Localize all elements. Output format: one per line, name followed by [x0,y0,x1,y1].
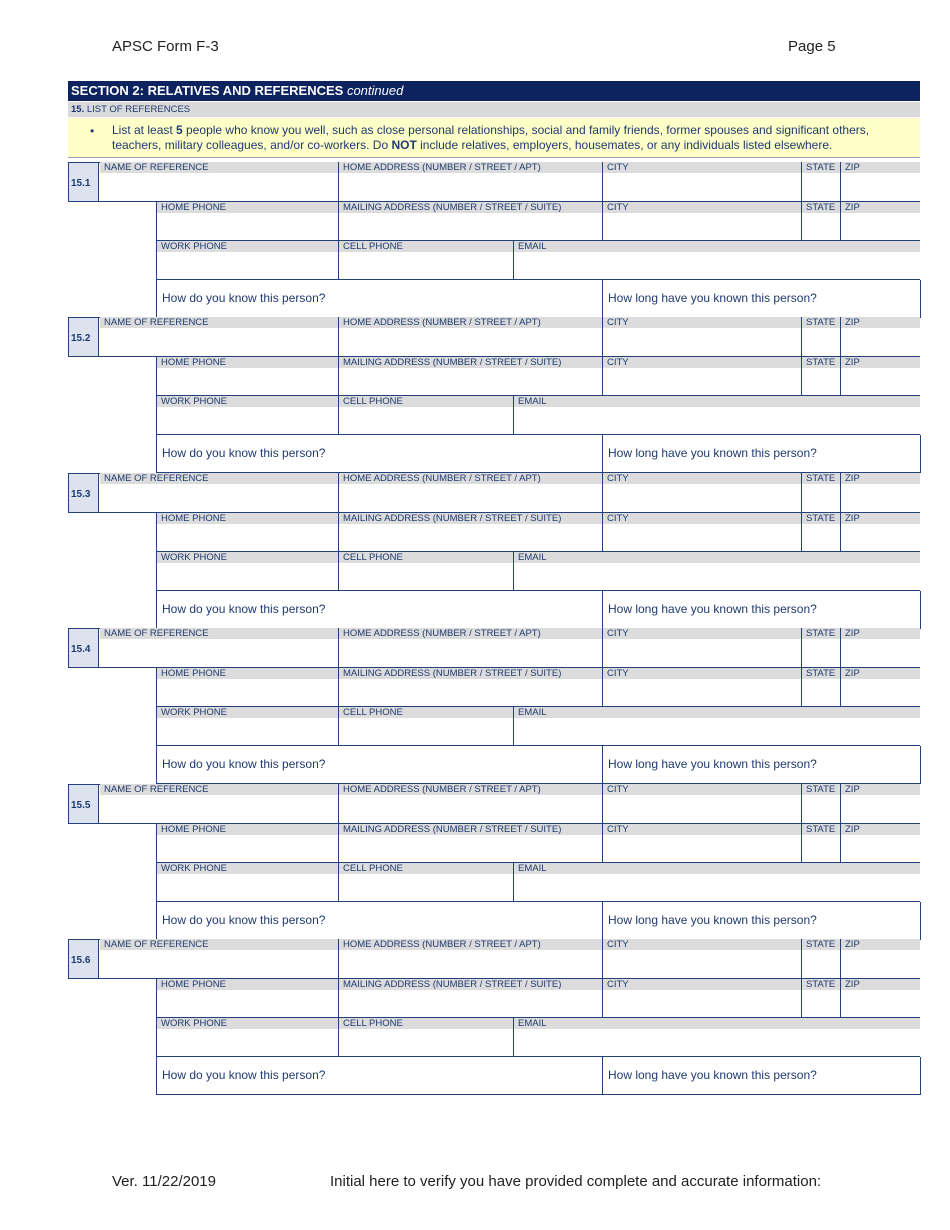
state-field[interactable] [802,950,840,978]
home-phone-field[interactable] [157,990,338,1017]
question-label-bar [68,102,920,117]
mailing-state-field[interactable] [802,213,840,240]
divider [920,746,921,783]
work-phone-label: WORK PHONE [157,707,338,718]
mailing-city-field[interactable] [603,213,801,240]
divider [840,979,841,1017]
name-label: NAME OF REFERENCE [100,317,338,328]
mailing-address-field[interactable] [339,213,602,240]
divider [338,162,339,202]
question-number: 15. [71,104,85,115]
zip-label: ZIP [841,473,920,484]
mailing-city-label: CITY [603,202,801,213]
divider [602,939,603,979]
how-know-label: How do you know this person? [162,1068,326,1082]
divider [801,784,802,824]
home-phone-label: HOME PHONE [157,357,338,368]
divider [801,317,802,357]
divider [338,824,339,862]
divider [602,513,603,551]
divider [801,473,802,513]
divider [338,473,339,513]
divider [602,162,603,202]
state-label: STATE [802,784,840,795]
cell-phone-label: CELL PHONE [339,1018,513,1029]
mailing-city-field[interactable] [603,835,801,862]
mailing-city-label: CITY [603,668,801,679]
home-phone-field[interactable] [157,835,338,862]
divider [840,824,841,862]
how-know-field[interactable] [157,902,602,939]
divider [338,552,339,590]
state-field[interactable] [802,328,840,356]
work-phone-label: WORK PHONE [157,863,338,874]
divider [801,628,802,668]
cell-phone-label: CELL PHONE [339,396,513,407]
state-field[interactable] [802,484,840,512]
instructions-text [112,123,912,153]
home-phone-field[interactable] [157,213,338,240]
mailing-zip-field[interactable] [841,368,920,395]
section-title: SECTION 2: RELATIVES AND REFERENCES [71,83,344,98]
how-long-field[interactable] [603,280,920,317]
divider [801,668,802,706]
mailing-address-field[interactable] [339,990,602,1017]
divider [513,552,514,590]
divider [920,280,921,317]
divider [801,513,802,551]
mailing-state-label: STATE [802,513,840,524]
divider [338,1018,339,1056]
city-field[interactable] [603,484,801,512]
divider [513,707,514,745]
divider [920,1057,921,1094]
divider [338,979,339,1017]
mailing-zip-field[interactable] [841,835,920,862]
home-address-field[interactable] [339,639,602,667]
work-phone-field[interactable] [157,252,338,279]
email-field[interactable] [514,874,920,901]
mailing-state-field[interactable] [802,679,840,706]
how-long-label: How long have you known this person? [608,913,817,927]
home-address-label: HOME ADDRESS (NUMBER / STREET / APT) [339,317,602,328]
city-field[interactable] [603,795,801,823]
reference-block [0,162,950,318]
divider [801,202,802,240]
divider [338,202,339,240]
home-address-field[interactable] [339,795,602,823]
divider [338,317,339,357]
how-long-field[interactable] [603,591,920,628]
mailing-state-label: STATE [802,202,840,213]
how-long-field[interactable] [603,746,920,783]
cell-phone-label: CELL PHONE [339,863,513,874]
home-address-label: HOME ADDRESS (NUMBER / STREET / APT) [339,473,602,484]
name-field[interactable] [100,639,338,667]
how-long-label: How long have you known this person? [608,1068,817,1082]
divider [338,241,339,279]
name-field[interactable] [100,795,338,823]
email-label: EMAIL [514,863,920,874]
zip-label: ZIP [841,162,920,173]
reference-block [0,939,950,1095]
zip-label: ZIP [841,317,920,328]
divider [840,317,841,357]
section-subtitle: continued [346,83,404,98]
work-phone-field[interactable] [157,718,338,745]
divider [801,357,802,395]
work-phone-label: WORK PHONE [157,552,338,563]
how-long-label: How long have you known this person? [608,602,817,616]
divider [840,357,841,395]
how-long-field[interactable] [603,1057,920,1094]
divider [338,513,339,551]
home-phone-label: HOME PHONE [157,513,338,524]
divider [602,668,603,706]
email-label: EMAIL [514,1018,920,1029]
mailing-state-label: STATE [802,824,840,835]
city-field[interactable] [603,639,801,667]
email-label: EMAIL [514,396,920,407]
name-field[interactable] [100,173,338,201]
mailing-address-field[interactable] [339,524,602,551]
divider [602,317,603,357]
how-long-label: How long have you known this person? [608,446,817,460]
zip-field[interactable] [841,173,920,201]
home-phone-label: HOME PHONE [157,202,338,213]
question-label: LIST OF REFERENCES [86,104,191,115]
zip-label: ZIP [841,939,920,950]
work-phone-field[interactable] [157,1029,338,1056]
mailing-zip-label: ZIP [841,824,920,835]
page-number: Page 5 [788,38,836,55]
mailing-address-label: MAILING ADDRESS (NUMBER / STREET / SUITE) [339,668,602,679]
mailing-address-label: MAILING ADDRESS (NUMBER / STREET / SUITE) [339,824,602,835]
reference-number: 15.3 [68,473,99,513]
divider [801,979,802,1017]
mailing-zip-field[interactable] [841,524,920,551]
name-label: NAME OF REFERENCE [100,162,338,173]
cell-phone-field[interactable] [339,563,513,590]
how-know-field[interactable] [157,1057,602,1094]
divider [920,591,921,628]
mailing-address-label: MAILING ADDRESS (NUMBER / STREET / SUITE) [339,513,602,524]
mailing-state-label: STATE [802,357,840,368]
home-address-field[interactable] [339,950,602,978]
instructions-part3: include relatives, employers, housemates, or any individuals listed elsewhere. [416,138,833,152]
reference-number: 15.2 [68,317,99,357]
mailing-zip-label: ZIP [841,668,920,679]
mailing-state-field[interactable] [802,990,840,1017]
state-field[interactable] [802,173,840,201]
mailing-city-label: CITY [603,979,801,990]
mailing-zip-field[interactable] [841,679,920,706]
divider [513,396,514,434]
cell-phone-field[interactable] [339,1029,513,1056]
mailing-zip-label: ZIP [841,979,920,990]
mailing-address-label: MAILING ADDRESS (NUMBER / STREET / SUITE) [339,202,602,213]
divider [602,784,603,824]
how-long-field[interactable] [603,435,920,472]
reference-block [0,473,950,629]
divider [840,473,841,513]
mailing-zip-label: ZIP [841,202,920,213]
divider [840,513,841,551]
name-label: NAME OF REFERENCE [100,939,338,950]
mailing-city-field[interactable] [603,524,801,551]
email-label: EMAIL [514,552,920,563]
mailing-address-field[interactable] [339,679,602,706]
how-know-label: How do you know this person? [162,757,326,771]
divider [920,902,921,939]
home-phone-label: HOME PHONE [157,668,338,679]
home-phone-label: HOME PHONE [157,979,338,990]
divider [801,939,802,979]
cell-phone-field[interactable] [339,252,513,279]
divider [801,162,802,202]
name-label: NAME OF REFERENCE [100,784,338,795]
mailing-address-label: MAILING ADDRESS (NUMBER / STREET / SUITE) [339,979,602,990]
state-label: STATE [802,628,840,639]
mailing-state-field[interactable] [802,524,840,551]
state-field[interactable] [802,639,840,667]
name-field[interactable] [100,484,338,512]
cell-phone-label: CELL PHONE [339,707,513,718]
divider [338,357,339,395]
name-field[interactable] [100,328,338,356]
city-field[interactable] [603,328,801,356]
home-address-label: HOME ADDRESS (NUMBER / STREET / APT) [339,162,602,173]
instructions-part2: people who know you well, such as close personal relationships, social and family friends, former spouses and significant others, teachers, military colleagues, and/or co-workers. Do [112,123,870,152]
mailing-state-field[interactable] [802,835,840,862]
home-phone-field[interactable] [157,524,338,551]
city-field[interactable] [603,950,801,978]
how-know-label: How do you know this person? [162,602,326,616]
how-long-label: How long have you known this person? [608,757,817,771]
divider [840,162,841,202]
divider [602,357,603,395]
how-know-label: How do you know this person? [162,446,326,460]
divider [338,939,339,979]
work-phone-label: WORK PHONE [157,241,338,252]
city-label: CITY [603,628,801,639]
city-label: CITY [603,784,801,795]
instructions-box [68,118,920,158]
home-phone-field[interactable] [157,679,338,706]
divider [513,241,514,279]
divider [801,824,802,862]
reference-number: 15.4 [68,628,99,668]
home-address-field[interactable] [339,484,602,512]
mailing-address-field[interactable] [339,835,602,862]
state-field[interactable] [802,795,840,823]
state-label: STATE [802,162,840,173]
home-phone-field[interactable] [157,368,338,395]
zip-field[interactable] [841,795,920,823]
home-address-field[interactable] [339,173,602,201]
section-title-bar [68,81,920,101]
divider [338,628,339,668]
divider [602,979,603,1017]
city-field[interactable] [603,173,801,201]
divider [338,863,339,901]
divider [338,668,339,706]
zip-label: ZIP [841,628,920,639]
divider [338,784,339,824]
reference-block [0,628,950,784]
zip-field[interactable] [841,484,920,512]
mailing-zip-field[interactable] [841,213,920,240]
divider [602,473,603,513]
email-label: EMAIL [514,707,920,718]
mailing-city-label: CITY [603,513,801,524]
work-phone-field[interactable] [157,563,338,590]
reference-number: 15.6 [68,939,99,979]
cell-phone-label: CELL PHONE [339,552,513,563]
home-address-label: HOME ADDRESS (NUMBER / STREET / APT) [339,939,602,950]
zip-field[interactable] [841,328,920,356]
email-field[interactable] [514,718,920,745]
instructions-count: 5 [176,123,183,137]
state-label: STATE [802,317,840,328]
work-phone-label: WORK PHONE [157,1018,338,1029]
how-long-field[interactable] [603,902,920,939]
how-know-field[interactable] [157,280,602,317]
home-phone-label: HOME PHONE [157,824,338,835]
mailing-city-label: CITY [603,824,801,835]
mailing-address-label: MAILING ADDRESS (NUMBER / STREET / SUITE) [339,357,602,368]
zip-field[interactable] [841,639,920,667]
work-phone-field[interactable] [157,407,338,434]
mailing-city-label: CITY [603,357,801,368]
divider [840,202,841,240]
mailing-zip-field[interactable] [841,990,920,1017]
instructions-part1: List at least [112,123,177,137]
city-label: CITY [603,939,801,950]
email-label: EMAIL [514,241,920,252]
mailing-city-field[interactable] [603,368,801,395]
mailing-city-field[interactable] [603,679,801,706]
how-long-label: How long have you known this person? [608,291,817,305]
divider [840,628,841,668]
how-know-field[interactable] [157,591,602,628]
version-text: Ver. 11/22/2019 [112,1173,216,1190]
mailing-state-label: STATE [802,668,840,679]
name-label: NAME OF REFERENCE [100,628,338,639]
work-phone-label: WORK PHONE [157,396,338,407]
email-field[interactable] [514,252,920,279]
mailing-state-label: STATE [802,979,840,990]
mailing-zip-label: ZIP [841,357,920,368]
divider [602,824,603,862]
reference-number: 15.1 [68,162,99,202]
divider [338,707,339,745]
divider [602,202,603,240]
email-field[interactable] [514,563,920,590]
mailing-state-field[interactable] [802,368,840,395]
zip-field[interactable] [841,950,920,978]
divider [513,1018,514,1056]
initial-instruction: Initial here to verify you have provided complete and accurate information: [330,1173,822,1190]
work-phone-field[interactable] [157,874,338,901]
form-name: APSC Form F-3 [112,38,219,55]
mailing-address-field[interactable] [339,368,602,395]
name-label: NAME OF REFERENCE [100,473,338,484]
how-know-label: How do you know this person? [162,913,326,927]
divider [840,668,841,706]
cell-phone-field[interactable] [339,407,513,434]
city-label: CITY [603,162,801,173]
divider [920,435,921,472]
how-know-label: How do you know this person? [162,291,326,305]
cell-phone-label: CELL PHONE [339,241,513,252]
home-address-field[interactable] [339,328,602,356]
reference-block [0,317,950,473]
home-address-label: HOME ADDRESS (NUMBER / STREET / APT) [339,628,602,639]
bullet-icon: • [90,124,95,138]
email-field[interactable] [514,1029,920,1056]
state-label: STATE [802,473,840,484]
divider [840,784,841,824]
instructions-emphasis: NOT [391,138,417,152]
reference-number: 15.5 [68,784,99,824]
reference-block [0,784,950,940]
city-label: CITY [603,317,801,328]
divider [156,1094,921,1095]
how-know-field[interactable] [157,435,602,472]
divider [602,628,603,668]
divider [513,863,514,901]
home-address-label: HOME ADDRESS (NUMBER / STREET / APT) [339,784,602,795]
cell-phone-field[interactable] [339,874,513,901]
mailing-zip-label: ZIP [841,513,920,524]
state-label: STATE [802,939,840,950]
email-field[interactable] [514,407,920,434]
how-know-field[interactable] [157,746,602,783]
name-field[interactable] [100,950,338,978]
divider [840,939,841,979]
cell-phone-field[interactable] [339,718,513,745]
zip-label: ZIP [841,784,920,795]
city-label: CITY [603,473,801,484]
divider [338,396,339,434]
mailing-city-field[interactable] [603,990,801,1017]
